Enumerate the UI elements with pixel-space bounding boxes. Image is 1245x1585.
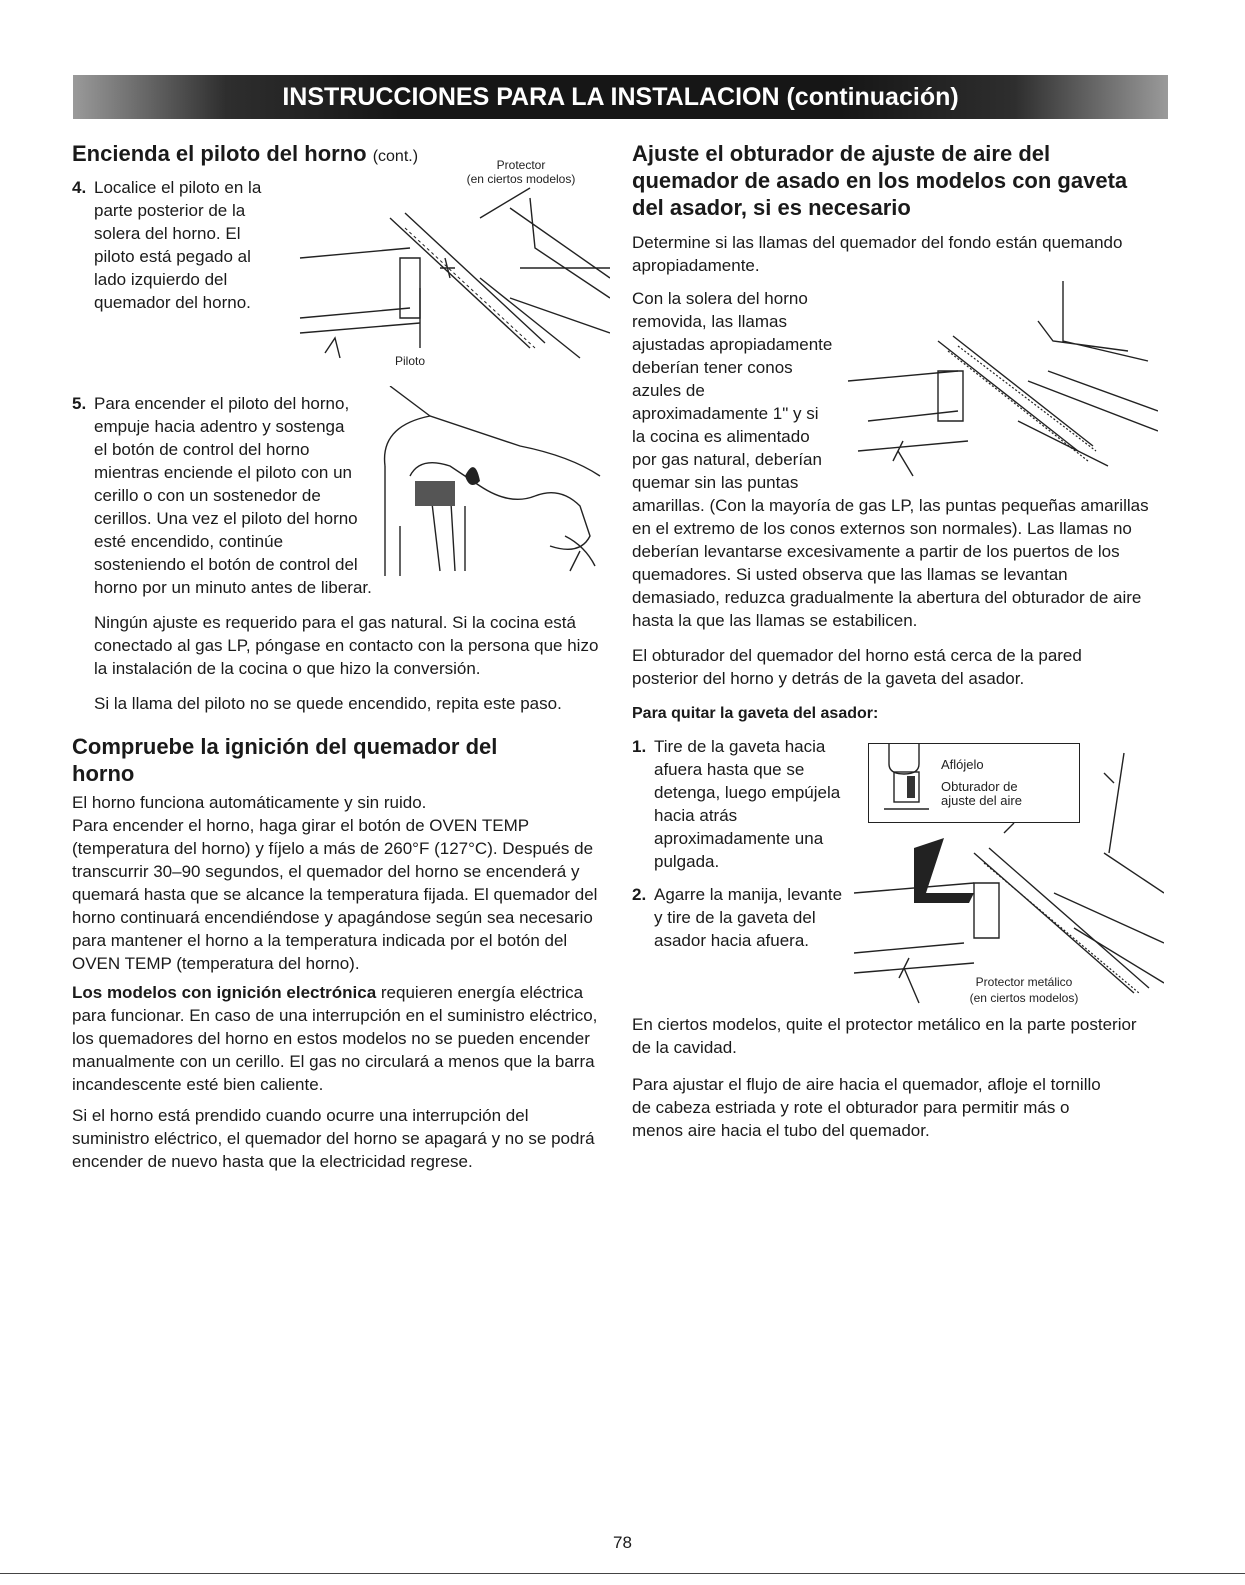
power-outage-paragraph: Si el horno está prendido cuando ocurre una interrupción del suministro eléctrico, el quemador del horno se apagará y no se podrá encender de nuevo hasta que la electricidad regrese.	[72, 1106, 595, 1171]
metal-shield-note: (en ciertos modelos)	[969, 991, 1079, 1005]
adjust-airflow-paragraph: Para ajustar el flujo de aire hacia el quemador, afloje el tornillo de cabeza estriada y rote el obturador para permitir más o menos aire hacia el tubo del quemador.	[632, 1075, 1101, 1140]
determine-paragraph: Determine si las llamas del quemador del fondo están quemando apropiadamente.	[632, 233, 1123, 275]
shutter-location-paragraph: El obturador del quemador del horno está cerca de la pared posterior del horno y detrás de la gaveta del asador.	[632, 646, 1082, 688]
loosen-label: Aflójelo	[941, 757, 984, 772]
pilot-location-illustration	[280, 158, 610, 388]
electronic-ignition-rest: requieren energía eléctrica para funcionar. En caso de una interrupción en el suministro eléctrico, los quemadores del horno en estos modelos no se pueden encender manualmente con un cerillo. El gas no circulará a menos que la barra incandescente esté bien caliente.	[72, 983, 598, 1094]
step-4	[72, 158, 602, 368]
step-5-text: Para encender el piloto del horno, empuje hacia adentro y sostenga el botón de control del horno mientras enciende el piloto con un cerillo o con un sostenedor de cerillos. Una vez el piloto del horno esté encendido, continúe sosteniendo el botón de control del horno por un minuto antes de liberar.	[94, 394, 372, 597]
burner-flame-figure	[838, 281, 1158, 481]
metal-shield-label: Protector metálico	[975, 975, 1073, 989]
lighting-pilot-figure	[370, 386, 610, 576]
flame-paragraph-block	[632, 287, 1152, 632]
drawer-step-2-number: 2.	[632, 885, 647, 904]
pilot-title-text: Encienda el piloto del horno	[72, 141, 367, 166]
drawer-steps	[632, 735, 1152, 952]
repeat-step-paragraph: Si la llama del piloto no se quede encendido, repita este paso.	[94, 694, 562, 713]
drawer-steps-block	[632, 735, 1152, 1005]
air-shutter-label: Obturador de ajuste del aire	[941, 779, 1022, 808]
step-5-number: 5.	[72, 394, 87, 413]
drawer-step-2-text: Agarre la manija, levante y tire de la gaveta del asador hacia afuera.	[654, 885, 843, 950]
pilot-steps	[72, 158, 602, 599]
drawer-step-1-number: 1.	[632, 737, 647, 756]
pilot-title-suffix: (cont.)	[372, 148, 419, 165]
section-banner: INSTRUCCIONES PARA LA INSTALACION (continuación)	[73, 75, 1168, 119]
step-4-text: Localice el piloto en la parte posterior de la solera del horno. El piloto está pegado al lado izquierdo del quemador del horno.	[94, 178, 262, 312]
drawer-step-2	[632, 883, 1152, 952]
flame-paragraph: Con la solera del horno removida, las llamas ajustadas apropiadamente deberían tener conos azules de aproximadamente 1" y si la cocina es alimentado por gas natural, deberían quemar sin las puntas amarillas. (Con la mayoría de gas LP, las puntas pequeñas amarillas en el extremo de los conos externos son normales). Las llamas no deberían levantarse excesivamente a partir de los puertos de los quemadores. Si usted observa que las llamas se levantan demasiado, reduzca gradualmente la abertura del obturador de aire hasta la que las llamas se estabilicen.	[632, 289, 1149, 630]
oven-temp-paragraph: Para encender el horno, haga girar el botón de OVEN TEMP (temperatura del horno) y fíjelo a más de 260°F (127°C). Después de transcurrir 30–90 segundos, el quemador del horno se encenderá y quemará hasta que se alcance la temperatura fijada. El quemador del horno continuará encendiéndose y apagándose según sea necesario para mantener el horno a la temperatura indicada por el botón del OVEN TEMP (temperatura del horno).	[72, 816, 598, 973]
protector-note: (en ciertos modelos)	[466, 172, 576, 186]
electronic-ignition-bold: Los modelos con ignición electrónica	[72, 983, 377, 1002]
drawer-step-1	[632, 735, 1152, 873]
no-adjustment-paragraph: Ningún ajuste es requerido para el gas natural. Si la cocina está conectado al gas LP, póngase en contacto con la persona que hizo la instalación de la cocina o que hizo la conversión.	[94, 613, 599, 678]
lighting-pilot-illustration	[370, 386, 610, 576]
electronic-ignition-paragraph	[72, 981, 602, 1096]
pilot-label: Piloto	[394, 354, 426, 368]
remove-drawer-subtitle: Para quitar la gaveta del asador:	[632, 705, 879, 722]
footer-rule	[0, 1573, 1245, 1574]
page-number: 78	[613, 1533, 632, 1552]
left-column	[72, 140, 602, 1173]
section-title-ignition: Compruebe la ignición del quemador del horno	[72, 734, 498, 786]
metal-shield-paragraph: En ciertos modelos, quite el protector metálico en la parte posterior de la cavidad.	[632, 1015, 1137, 1057]
step-5	[72, 392, 602, 599]
drawer-step-1-text: Tire de la gaveta hacia afuera hasta que se detenga, luego empújela hacia atrás aproximadamente una pulgada.	[654, 737, 841, 871]
protector-label: Protector	[496, 158, 546, 172]
right-column	[632, 140, 1152, 1142]
step-4-number: 4.	[72, 178, 87, 197]
section-title-air-shutter: Ajuste el obturador de ajuste de aire del quemador de asado en los modelos con gaveta del asador, si es necesario	[632, 141, 1128, 220]
oven-auto-paragraph: El horno funciona automáticamente y sin ruido.	[72, 793, 427, 812]
pilot-location-figure	[280, 158, 610, 388]
burner-flame-illustration	[838, 281, 1158, 481]
